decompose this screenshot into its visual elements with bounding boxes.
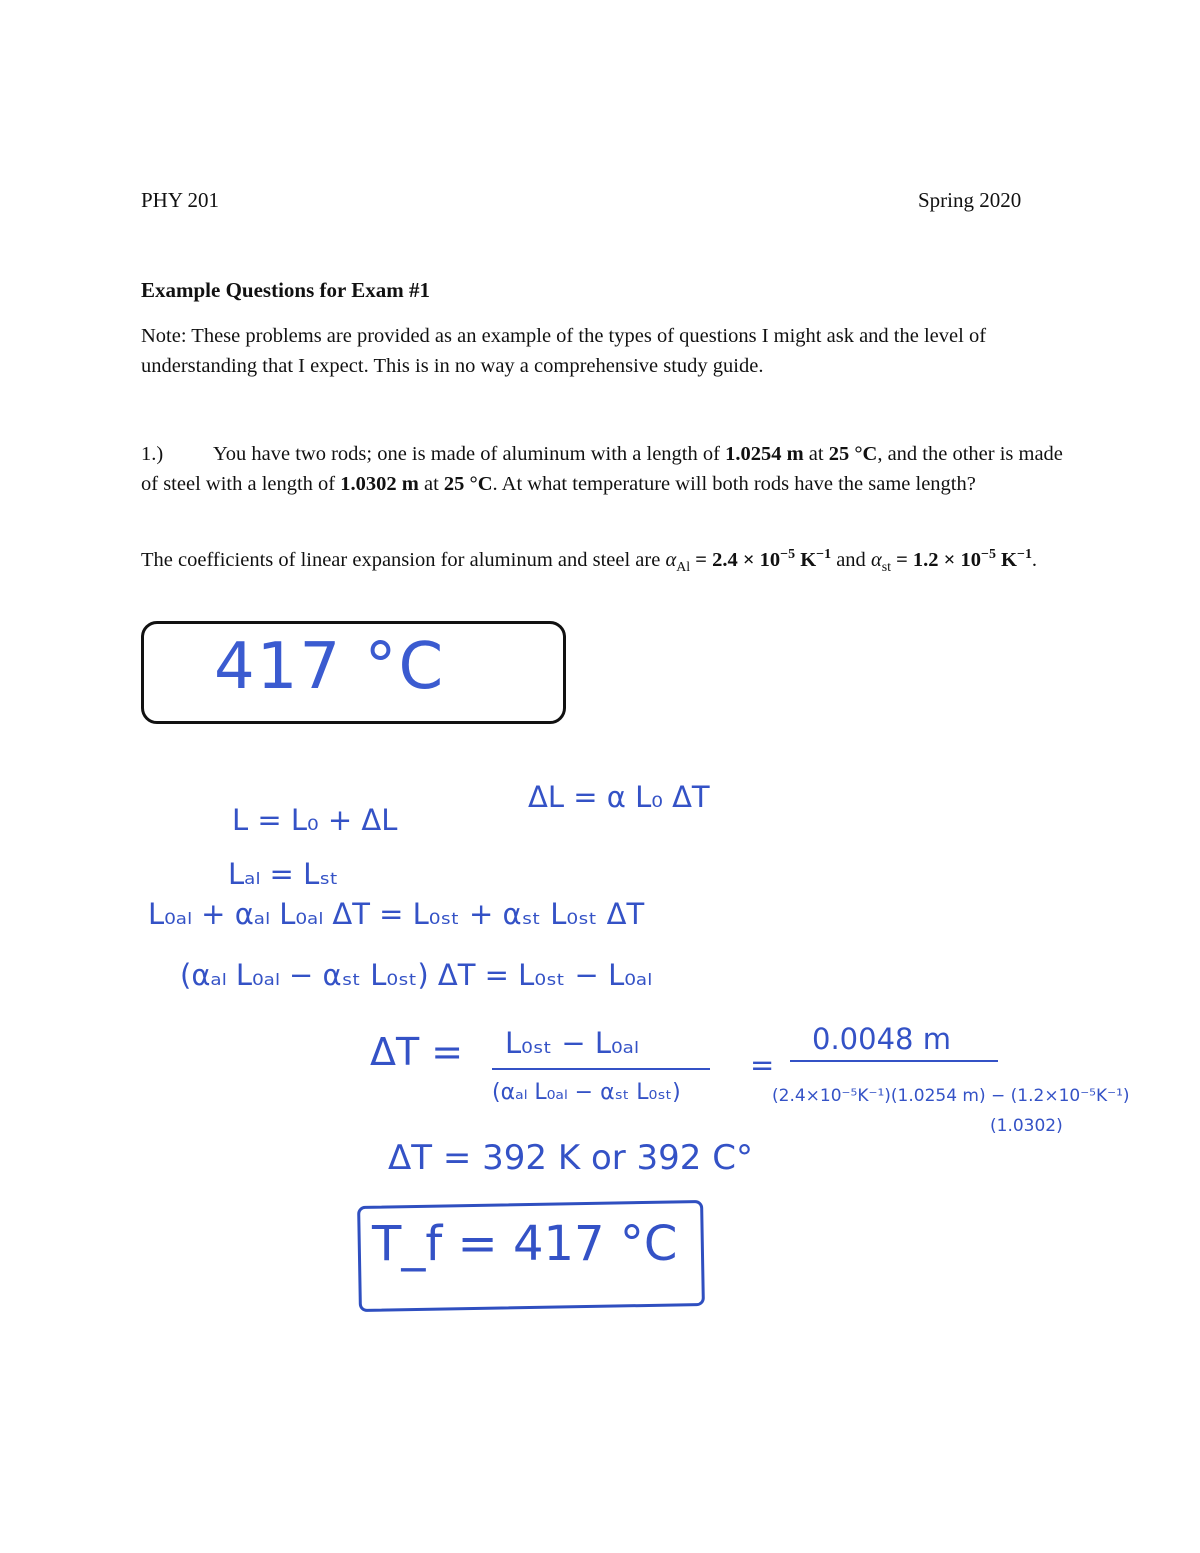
steel-temperature: 25 °C xyxy=(443,472,493,495)
hand-numerator-value: 0.0048 m xyxy=(812,1022,951,1056)
alpha-st-value: = 1.2 × 10 xyxy=(891,549,981,571)
hand-line-collected-equation: (αₐₗ L₀ₐₗ − αₛₜ L₀ₛₜ) ΔT = L₀ₛₜ − L₀ₐₗ xyxy=(180,958,653,992)
alpha-st-exponent: −5 xyxy=(981,547,996,563)
hand-delta-t-label: ΔT = xyxy=(370,1030,464,1074)
hand-fraction-denominator: (αₐₗ L₀ₐₗ − αₛₜ L₀ₛₜ) xyxy=(492,1080,681,1105)
alpha-st-symbol: α xyxy=(870,549,882,571)
question-text-2: at xyxy=(803,443,829,465)
hand-equals-sign: = xyxy=(750,1048,775,1082)
hand-denominator-value: (2.4×10⁻⁵K⁻¹)(1.0254 m) − (1.2×10⁻⁵K⁻¹) xyxy=(772,1086,1130,1106)
hand-line-delta-l-equation: ΔL = α L₀ ΔT xyxy=(528,780,710,814)
question-text-4: at xyxy=(418,472,444,495)
question-text-3: , and the other is made of steel with a length of xyxy=(141,443,1063,495)
coefficients-text: The coefficients of linear expansion for aluminum and steel are xyxy=(141,549,666,571)
coefficients-end: . xyxy=(1031,549,1038,571)
hand-fraction-numerator: L₀ₛₜ − L₀ₐₗ xyxy=(505,1026,639,1060)
aluminum-length: 1.0254 m xyxy=(725,443,804,465)
alpha-st-subscript: st xyxy=(881,560,891,576)
alpha-al-subscript: Al xyxy=(676,560,691,576)
question-number: 1.) xyxy=(141,443,164,465)
alpha-al-unit: K xyxy=(795,549,817,571)
note-paragraph: Note: These problems are provided as an example of the types of questions I might ask and the level of understanding that I expect. This is in no way a comprehensive study guide. xyxy=(141,325,987,377)
coefficients-and: and xyxy=(831,549,871,571)
hand-delta-t-result: ΔT = 392 K or 392 C° xyxy=(388,1138,753,1178)
alpha-al-exponent: −5 xyxy=(780,547,796,563)
course-code: PHY 201 xyxy=(141,188,219,212)
hand-value-fraction-line xyxy=(790,1060,998,1062)
final-answer-handwritten: T_f = 417 °C xyxy=(372,1216,678,1272)
alpha-al-unit-exponent: −1 xyxy=(816,547,832,563)
alpha-al-value: = 2.4 × 10 xyxy=(690,549,781,571)
question-text-5: . At what temperature will both rods have the same length? xyxy=(492,472,976,495)
question-1 xyxy=(141,440,1071,499)
hand-line-length-equation: L = L₀ + ΔL xyxy=(232,803,398,837)
answer-handwritten: 417 °C xyxy=(214,630,446,704)
question-text-1: You have two rods; one is made of aluminum with a length of xyxy=(213,443,726,465)
alpha-st-unit-exponent: −1 xyxy=(1017,547,1032,563)
hand-denominator-value-continued: (1.0302) xyxy=(990,1116,1063,1136)
hand-line-equal-lengths: Lₐₗ = Lₛₜ xyxy=(228,857,339,891)
alpha-al-symbol: α xyxy=(665,549,677,571)
hand-fraction-line xyxy=(492,1068,710,1070)
coefficients-paragraph xyxy=(141,546,1071,576)
steel-length: 1.0302 m xyxy=(340,472,419,495)
semester: Spring 2020 xyxy=(918,188,1022,212)
aluminum-temperature: 25 °C xyxy=(828,443,878,465)
alpha-st-unit: K xyxy=(995,549,1017,571)
hand-line-expanded-equation: L₀ₐₗ + αₐₗ L₀ₐₗ ΔT = L₀ₛₜ + αₛₜ L₀ₛₜ ΔT xyxy=(148,897,645,931)
document-title: Example Questions for Exam #1 xyxy=(141,278,430,302)
